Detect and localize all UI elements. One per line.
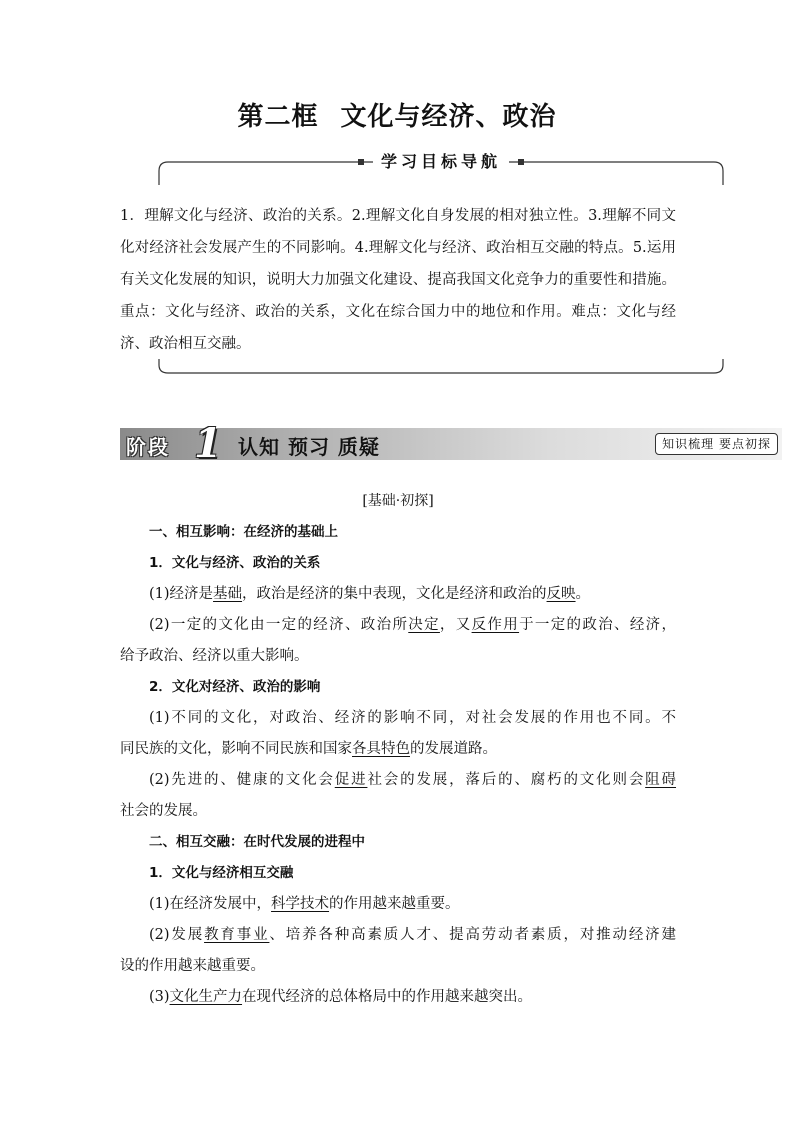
paragraph-4: (2)先进的、健康的文化会促进社会的发展，落后的、腐朽的文化则会阻碍 bbox=[149, 772, 677, 788]
stage-tag: 知识梳理 要点初探 bbox=[655, 433, 778, 455]
paragraph-2-cont: 给予政治、经济以重大影响。 bbox=[120, 648, 309, 664]
paragraph-5: (1)在经济发展中，科学技术的作用越来越重要。 bbox=[149, 896, 460, 912]
paragraph-7: (3)文化生产力在现代经济的总体格局中的作用越来越突出。 bbox=[149, 989, 533, 1005]
subheading-3: 1．文化与经济相互交融 bbox=[149, 865, 294, 881]
page-title bbox=[0, 96, 794, 133]
paragraph-3: (1)不同的文化，对政治、经济的影响不同，对社会发展的作用也不同。不 bbox=[149, 710, 676, 726]
stage-word: 阶段 bbox=[126, 435, 170, 459]
stage-title: 认知 预习 质疑 bbox=[238, 435, 380, 459]
paragraph-6-cont: 设的作用越来越重要。 bbox=[120, 958, 265, 974]
answer-blank: 促进 bbox=[334, 772, 368, 788]
answer-blank: 决定 bbox=[408, 617, 440, 633]
title-part-1: 第二框 bbox=[237, 102, 319, 132]
paragraph-6: (2)发展教育事业、培养各种高素质人才、提高劳动者素质，对推动经济建 bbox=[149, 927, 677, 943]
paragraph-4-cont: 社会的发展。 bbox=[120, 803, 207, 819]
section-heading-1: 一、相互影响：在经济的基础上 bbox=[149, 524, 338, 540]
answer-blank: 阻碍 bbox=[645, 772, 677, 788]
answer-blank: 反映 bbox=[546, 586, 576, 602]
answer-blank: 科学技术 bbox=[271, 896, 330, 912]
paragraph-2: (2)一定的文化由一定的经济、政治所决定，又反作用于一定的政治、经济， bbox=[149, 617, 677, 633]
subheading-1: 1．文化与经济、政治的关系 bbox=[149, 555, 321, 571]
paragraph-3-cont: 同民族的文化，影响不同民族和国家各具特色的发展道路。 bbox=[120, 741, 497, 757]
content-body bbox=[120, 486, 676, 1013]
answer-blank: 文化生产力 bbox=[169, 989, 243, 1005]
title-part-2: 文化与经济、政治 bbox=[340, 102, 557, 132]
section-heading-2: 二、相互交融：在时代发展的进程中 bbox=[149, 834, 365, 850]
subheading-2: 2．文化对经济、政治的影响 bbox=[149, 679, 321, 695]
answer-blank: 反作用 bbox=[471, 617, 520, 633]
goal-text: 1．理解文化与经济、政治的关系。2.理解文化自身发展的相对独立性。3.理解不同文化对经济社会发展产生的不同影响。4.理解文化与经济、政治相互交融的特点。5.运用有关文化发展的知识，说明大力加强文化建设、提高我国文化竞争力的重要性和措施。重点：文化与经济、政治的关系，文化在综合国力中的地位和作用。难点：文化与经济、政治相互交融。 bbox=[120, 208, 676, 352]
answer-blank: 各具特色 bbox=[352, 741, 410, 757]
answer-blank: 教育事业 bbox=[204, 927, 270, 943]
stage-number: 1 bbox=[194, 420, 222, 467]
paragraph-1: (1)经济是基础，政治是经济的集中表现，文化是经济和政治的反映。 bbox=[149, 586, 591, 602]
section-tag: [基础·初探] bbox=[362, 493, 434, 509]
answer-blank: 基础 bbox=[213, 586, 243, 602]
stage-banner bbox=[120, 420, 782, 467]
goal-header-label: 学习目标导航 bbox=[373, 152, 509, 171]
goal-header bbox=[158, 151, 724, 173]
